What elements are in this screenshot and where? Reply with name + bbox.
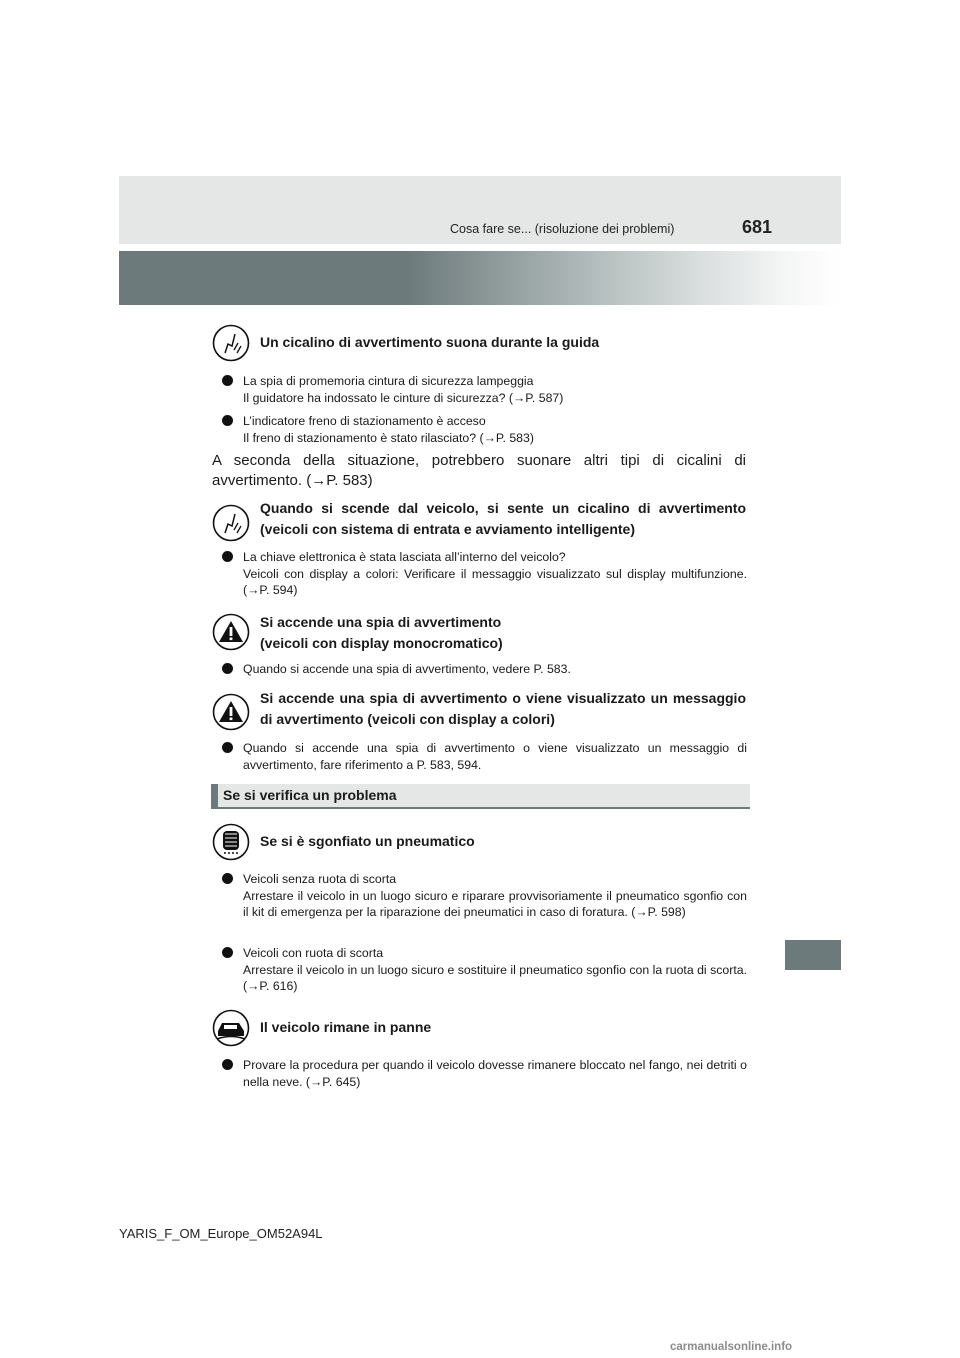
list-item — [222, 871, 747, 921]
item-line: Il freno di stazionamento è stato rilasciato? (→P. 583) — [243, 430, 534, 445]
warning-icon — [212, 613, 250, 651]
list-item — [222, 549, 747, 599]
heading-line: (veicoli con display monocromatico) — [260, 635, 503, 651]
note-paragraph: A seconda della situazione, potrebbero suonare altri tipi di cicalini di avvertimento. (→P. 583) — [212, 452, 746, 489]
section-bar — [211, 784, 750, 809]
car-stuck-icon — [212, 1009, 250, 1047]
item-line: Veicoli con display a colori: Verificare il messaggio visualizzato sul display multifunzione. (→P. 594) — [243, 566, 747, 597]
section-heading: Se si è sgonfiato un pneumatico — [260, 833, 475, 849]
page-number: 681 — [742, 217, 773, 237]
tire-icon — [212, 823, 250, 861]
item-line: Arrestare il veicolo in un luogo sicuro e riparare provvisoriamente il pneumatico sgonfio con il kit di emergenza per la riparazione dei pneumatici in caso di foratura. (→P. 598) — [243, 888, 747, 919]
list-item — [222, 413, 747, 446]
document-code: YARIS_F_OM_Europe_OM52A94L — [119, 1226, 323, 1241]
warning-icon — [212, 693, 250, 731]
bullet — [222, 375, 233, 386]
section-heading: Quando si scende dal veicolo, si sente un cicalino di avvertimento (veicoli con sistema di entrata e avviamento intelligente) — [260, 500, 746, 537]
section-heading: Il veicolo rimane in panne — [260, 1019, 432, 1035]
watermark: carmanualsonline.info — [670, 1341, 793, 1353]
chapter-tab — [785, 940, 841, 970]
bullet — [222, 663, 233, 674]
section-bar-title: Se si verifica un problema — [223, 787, 397, 803]
list-item — [222, 661, 747, 678]
list-item — [222, 1057, 747, 1090]
item-line: Arrestare il veicolo in un luogo sicuro e sostituire il pneumatico sgonfio con la ruota di scorta. (→P. 616) — [243, 962, 747, 993]
buzzer-icon — [212, 324, 250, 362]
list-item — [222, 740, 747, 773]
item-line: Quando si accende una spia di avvertimento o viene visualizzato un messaggio di avvertimento, fare riferimento a P. 583, 594. — [243, 741, 747, 772]
item-line: Quando si accende una spia di avvertimento, vedere P. 583. — [243, 662, 571, 676]
bullet — [222, 415, 233, 426]
item-line: L’indicatore freno di stazionamento è acceso — [243, 414, 486, 428]
bullet — [222, 742, 233, 753]
section-heading — [260, 612, 746, 654]
item-line: Veicoli con ruota di scorta — [243, 946, 384, 960]
bullet — [222, 873, 233, 884]
item-line: Provare la procedura per quando il veicolo dovesse rimanere bloccato nel fango, nei detriti o nella neve. (→P. 645) — [243, 1058, 747, 1089]
item-line: La spia di promemoria cintura di sicurezza lampeggia — [243, 374, 534, 388]
item-line: La chiave elettronica è stata lasciata all’interno del veicolo? — [243, 550, 566, 564]
section-heading: Un cicalino di avvertimento suona durante la guida — [260, 334, 600, 350]
item-line: Il guidatore ha indossato le cinture di sicurezza? (→P. 587) — [243, 390, 564, 405]
heading-line: Si accende una spia di avvertimento — [260, 614, 502, 630]
item-line: Veicoli senza ruota di scorta — [243, 872, 397, 886]
bullet — [222, 551, 233, 562]
bullet — [222, 1059, 233, 1070]
section-heading: Si accende una spia di avvertimento o viene visualizzato un messaggio di avvertimento (veicoli con display a colori) — [260, 690, 746, 727]
list-item — [222, 945, 747, 995]
header-title: Cosa fare se... (risoluzione dei problemi) — [450, 222, 675, 236]
chapter-band — [119, 251, 841, 305]
list-item — [222, 373, 747, 406]
bullet — [222, 947, 233, 958]
buzzer-icon — [212, 504, 250, 542]
